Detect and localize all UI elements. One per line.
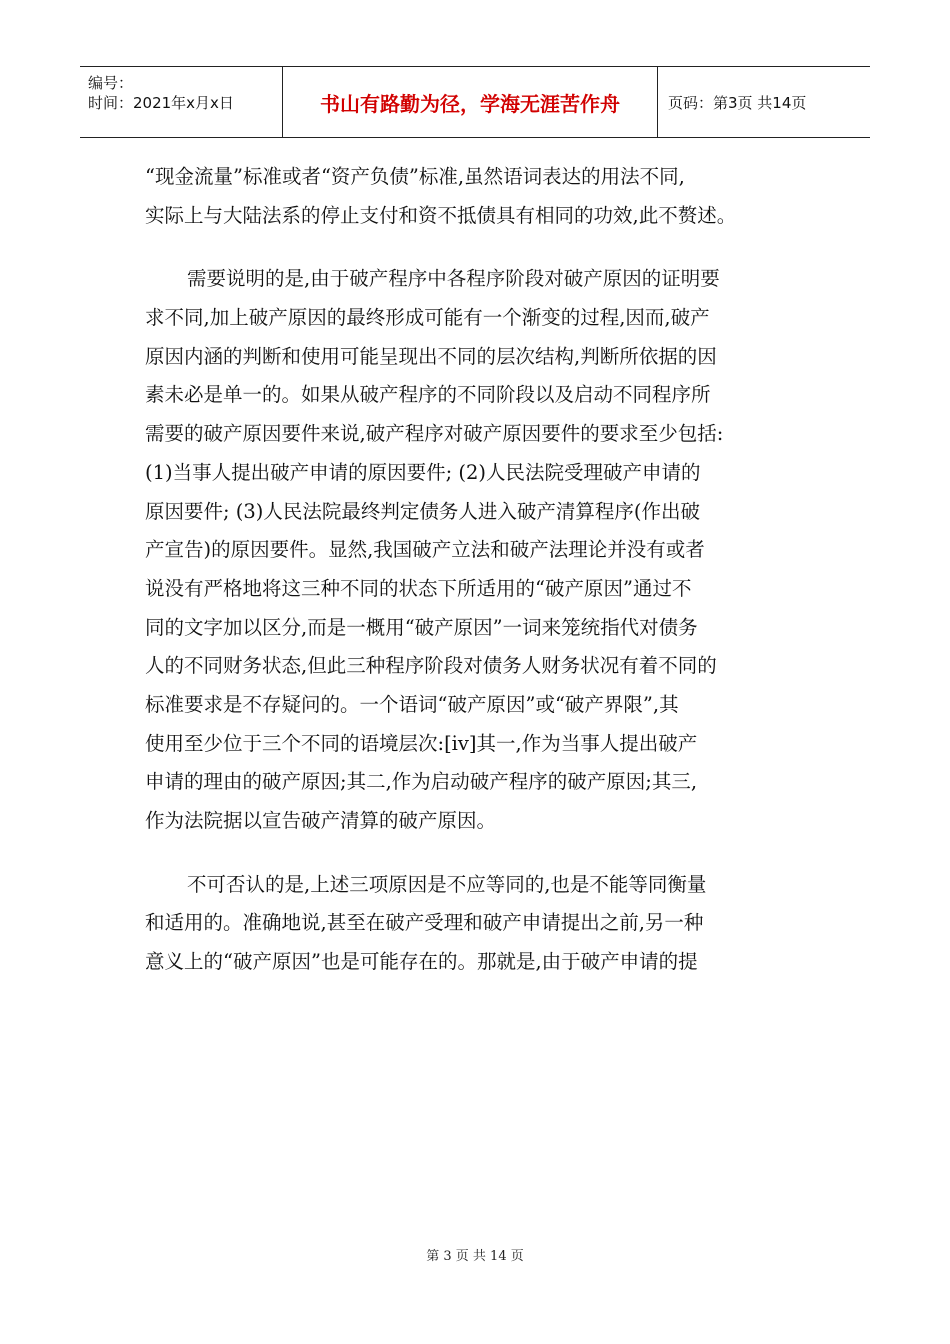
- paragraph-gap: [145, 841, 815, 866]
- text-line: 同的文字加以区分,而是一概用“破产原因”一词来笼统指代对债务: [145, 615, 698, 639]
- text-line: 求不同,加上破产原因的最终形成可能有一个渐变的过程,因而,破产: [145, 306, 710, 330]
- paragraph: [145, 866, 815, 982]
- text-line: 原因要件; (3)人民法院最终判定债务人进入破产清算程序(作出破: [145, 499, 700, 523]
- text-line: 人的不同财务状态,但此三种程序阶段对债务人财务状况有着不同的: [145, 654, 717, 678]
- text-line: 使用至少位于三个不同的语境层次:[iv]其一,作为当事人提出破产: [145, 731, 698, 755]
- paragraph-gap: [145, 235, 815, 260]
- text-line: 标准要求是不存疑问的。一个语词“破产原因”或“破产界限”,其: [145, 692, 679, 716]
- text-line: 素未必是单一的。如果从破产程序的不同阶段以及启动不同程序所: [145, 383, 711, 407]
- text-line: 说没有严格地将这三种不同的状态下所适用的“破产原因”通过不: [145, 576, 692, 600]
- date-label: 时间：2021年x月x日: [88, 94, 234, 112]
- text-line: 产宣告)的原因要件。显然,我国破产立法和破产法理论并没有或者: [145, 538, 705, 562]
- text-line: 原因内涵的判断和使用可能呈现出不同的层次结构,判断所依据的因: [145, 344, 717, 368]
- document-body: [145, 158, 815, 982]
- text-line: 需要的破产原因要件来说,破产程序对破产原因要件的要求至少包括:: [145, 422, 724, 446]
- header-meta: [80, 67, 282, 137]
- page-footer: 第 3 页 共 14 页: [426, 1249, 524, 1264]
- header-motto: 书山有路勤为径，学海无涯苦作舟: [282, 67, 658, 137]
- header-page-number: 页码：第3页 共14页: [668, 93, 807, 112]
- text-line: 不可否认的是,上述三项原因是不应等同的,也是不能等同衡量: [187, 872, 707, 896]
- paragraph: [145, 260, 815, 840]
- text-line: 需要说明的是,由于破产程序中各程序阶段对破产原因的证明要: [187, 267, 720, 291]
- page-header: [80, 66, 870, 138]
- text-line: (1)当事人提出破产申请的原因要件; (2)人民法院受理破产申请的: [145, 460, 701, 484]
- text-line: “现金流量”标准或者“资产负债”标准,虽然语词表达的用法不同,: [145, 165, 685, 188]
- text-line: 实际上与大陆法系的停止支付和资不抵债具有相同的功效,此不赘述。: [145, 203, 737, 227]
- text-line: 意义上的“破产原因”也是可能存在的。那就是,由于破产申请的提: [145, 950, 698, 974]
- text-line: 和适用的。准确地说,甚至在破产受理和破产申请提出之前,另一种: [145, 911, 704, 935]
- paragraph: [145, 158, 815, 235]
- text-line: 申请的理由的破产原因;其二,作为启动破产程序的破产原因;其三,: [145, 770, 698, 794]
- text-line: 作为法院据以宣告破产清算的破产原因。: [145, 809, 497, 832]
- serial-number-label: 编号：: [88, 74, 134, 92]
